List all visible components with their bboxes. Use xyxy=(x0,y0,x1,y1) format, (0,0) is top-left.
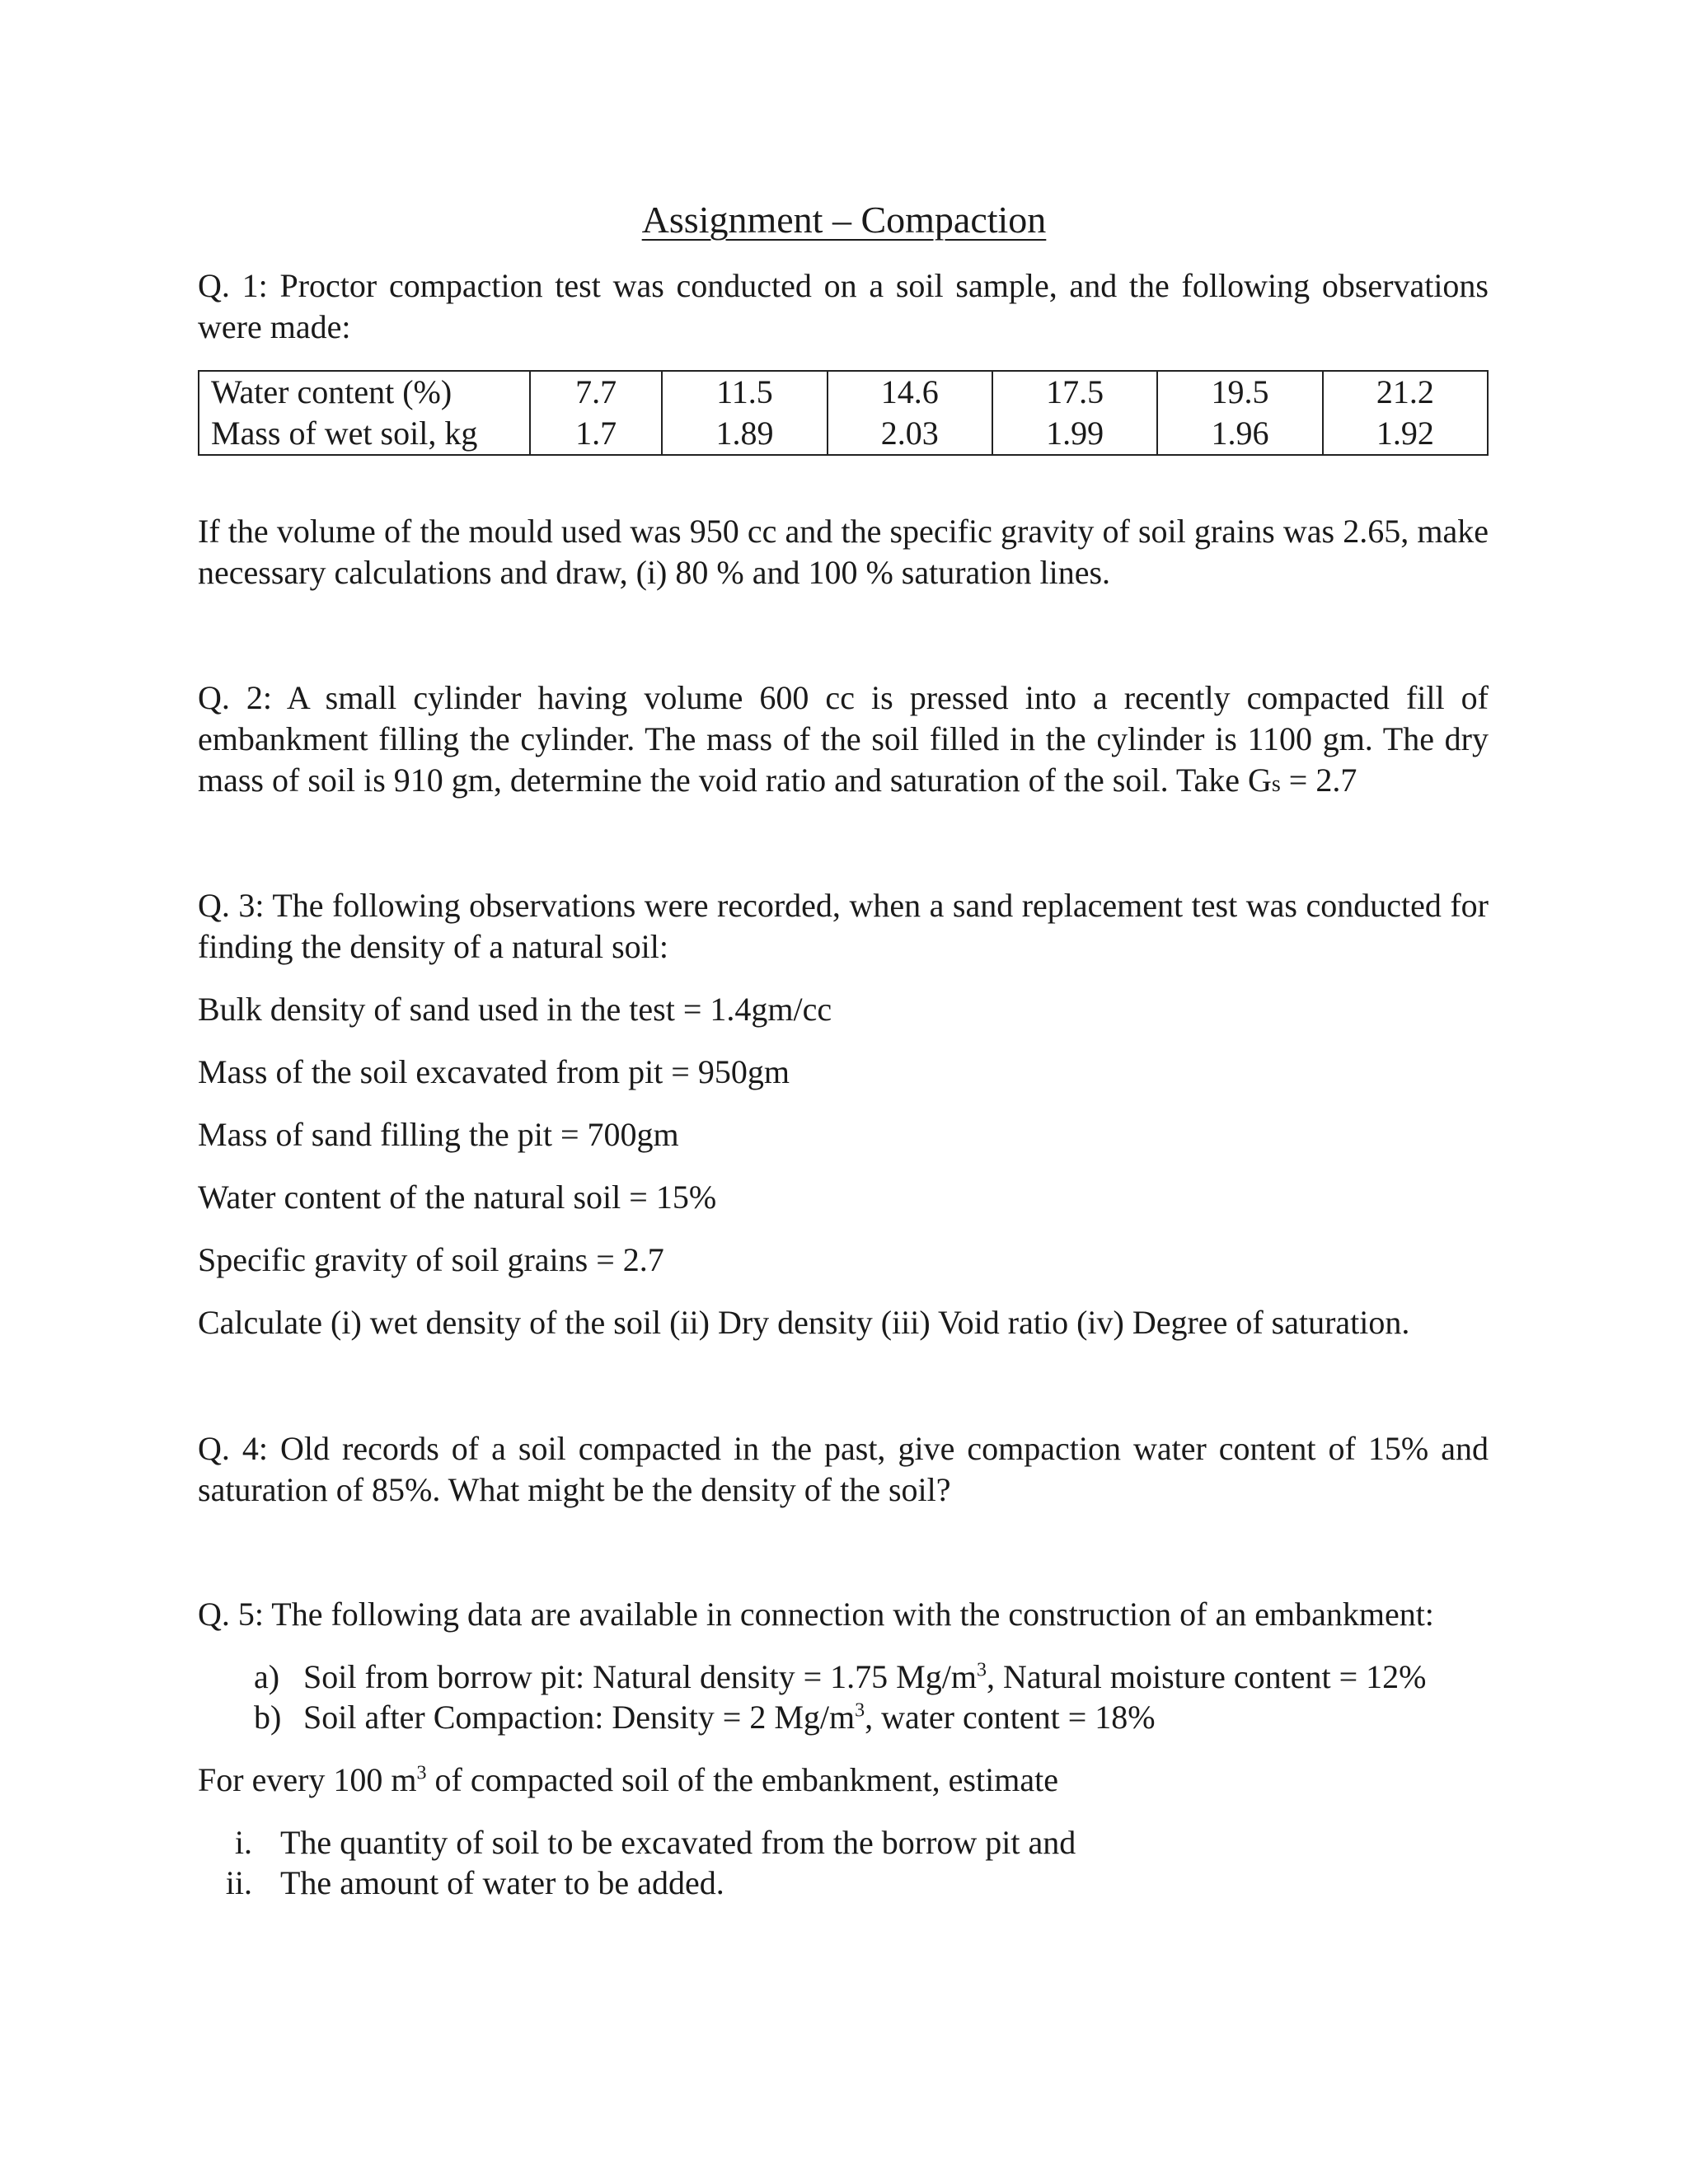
table-cell: 1.7 xyxy=(530,413,662,455)
q5-estimate-text-2: of compacted soil of the embankment, estimate xyxy=(426,1761,1058,1798)
superscript-3: 3 xyxy=(976,1659,987,1681)
table-cell: 1.89 xyxy=(662,413,827,455)
table-cell: 1.99 xyxy=(992,413,1157,455)
table-cell: 21.2 xyxy=(1323,371,1488,413)
q3-line: Water content of the natural soil = 15% xyxy=(198,1179,717,1216)
q2-subscript: s xyxy=(1271,771,1281,797)
list-marker: b) xyxy=(254,1699,282,1736)
q3-intro: Q. 3: The following observations were recorded, when a sand replacement test was conducted for finding the density of a natural soil: xyxy=(198,887,1489,965)
table-cell: 1.92 xyxy=(1323,413,1488,455)
table-cell: 2.03 xyxy=(828,413,992,455)
q2-text-main: Q. 2: A small cylinder having volume 600 cc is pressed into a recently compacted fill of embankment filling the cylinder. The mass of the soil filled in the cylinder is 1100 gm. The dry mass of soil is 910 gm, determine the void ratio and saturation of the soil. Take G xyxy=(198,679,1489,799)
table-cell: 11.5 xyxy=(662,371,827,413)
q3-line: Bulk density of sand used in the test = 1.4gm/cc xyxy=(198,991,832,1028)
q5-item-ii-text: The amount of water to be added. xyxy=(280,1864,724,1901)
q5-item-a-text-1: Soil from borrow pit: Natural density = 1.75 Mg/m xyxy=(303,1658,977,1695)
q1-text: If the volume of the mould used was 950 cc and the specific gravity of soil grains was 2.65, make necessary calculations and draw, (i) 80 % and 100 % saturation lines. xyxy=(198,513,1489,591)
table-cell: 14.6 xyxy=(828,371,992,413)
table-row-label: Mass of wet soil, kg xyxy=(199,413,530,455)
q3-line: Specific gravity of soil grains = 2.7 xyxy=(198,1241,664,1278)
table-cell: 1.96 xyxy=(1157,413,1322,455)
table-cell: 7.7 xyxy=(530,371,662,413)
table-cell: 19.5 xyxy=(1157,371,1322,413)
q4-text: Q. 4: Old records of a soil compacted in the past, give compaction water content of 15% and saturation of 85%. What might be the density of the soil? xyxy=(198,1430,1489,1508)
q5-estimate-text-1: For every 100 m xyxy=(198,1761,417,1798)
page-title: Assignment – Compaction xyxy=(641,199,1047,241)
q5-item-i xyxy=(198,1822,1076,1863)
superscript-3: 3 xyxy=(416,1762,427,1784)
q5-estimate xyxy=(198,1760,1058,1801)
table-row-label: Water content (%) xyxy=(199,371,530,413)
q3-line: Mass of the soil excavated from pit = 950gm xyxy=(198,1053,790,1090)
q3-line: Mass of sand filling the pit = 700gm xyxy=(198,1116,679,1153)
q5-item-a-text-2: , Natural moisture content = 12% xyxy=(986,1658,1427,1695)
list-marker: a) xyxy=(254,1658,280,1695)
table-row xyxy=(199,371,1488,413)
observation-table xyxy=(198,370,1489,456)
list-marker: i. xyxy=(234,1824,252,1861)
q5-item-a xyxy=(254,1657,1426,1698)
q3-line: Calculate (i) wet density of the soil (ii) Dry density (iii) Void ratio (iv) Degree of saturation. xyxy=(198,1304,1410,1341)
q2-text-tail: = 2.7 xyxy=(1280,762,1357,799)
q5-item-i-text: The quantity of soil to be excavated from the borrow pit and xyxy=(280,1824,1076,1861)
superscript-3: 3 xyxy=(855,1699,865,1722)
q2-text xyxy=(198,677,1489,801)
q5-item-b-text-1: Soil after Compaction: Density = 2 Mg/m xyxy=(303,1699,856,1736)
q5-intro: Q. 5: The following data are available in connection with the construction of an embankment: xyxy=(198,1596,1434,1633)
table-row xyxy=(199,413,1488,455)
q5-item-ii xyxy=(198,1863,724,1904)
q5-item-b-text-2: , water content = 18% xyxy=(865,1699,1156,1736)
q5-item-b xyxy=(254,1697,1156,1738)
table-cell: 17.5 xyxy=(992,371,1157,413)
list-marker: ii. xyxy=(225,1864,252,1901)
q1-intro: Q. 1: Proctor compaction test was conducted on a soil sample, and the following observations were made: xyxy=(198,267,1489,345)
